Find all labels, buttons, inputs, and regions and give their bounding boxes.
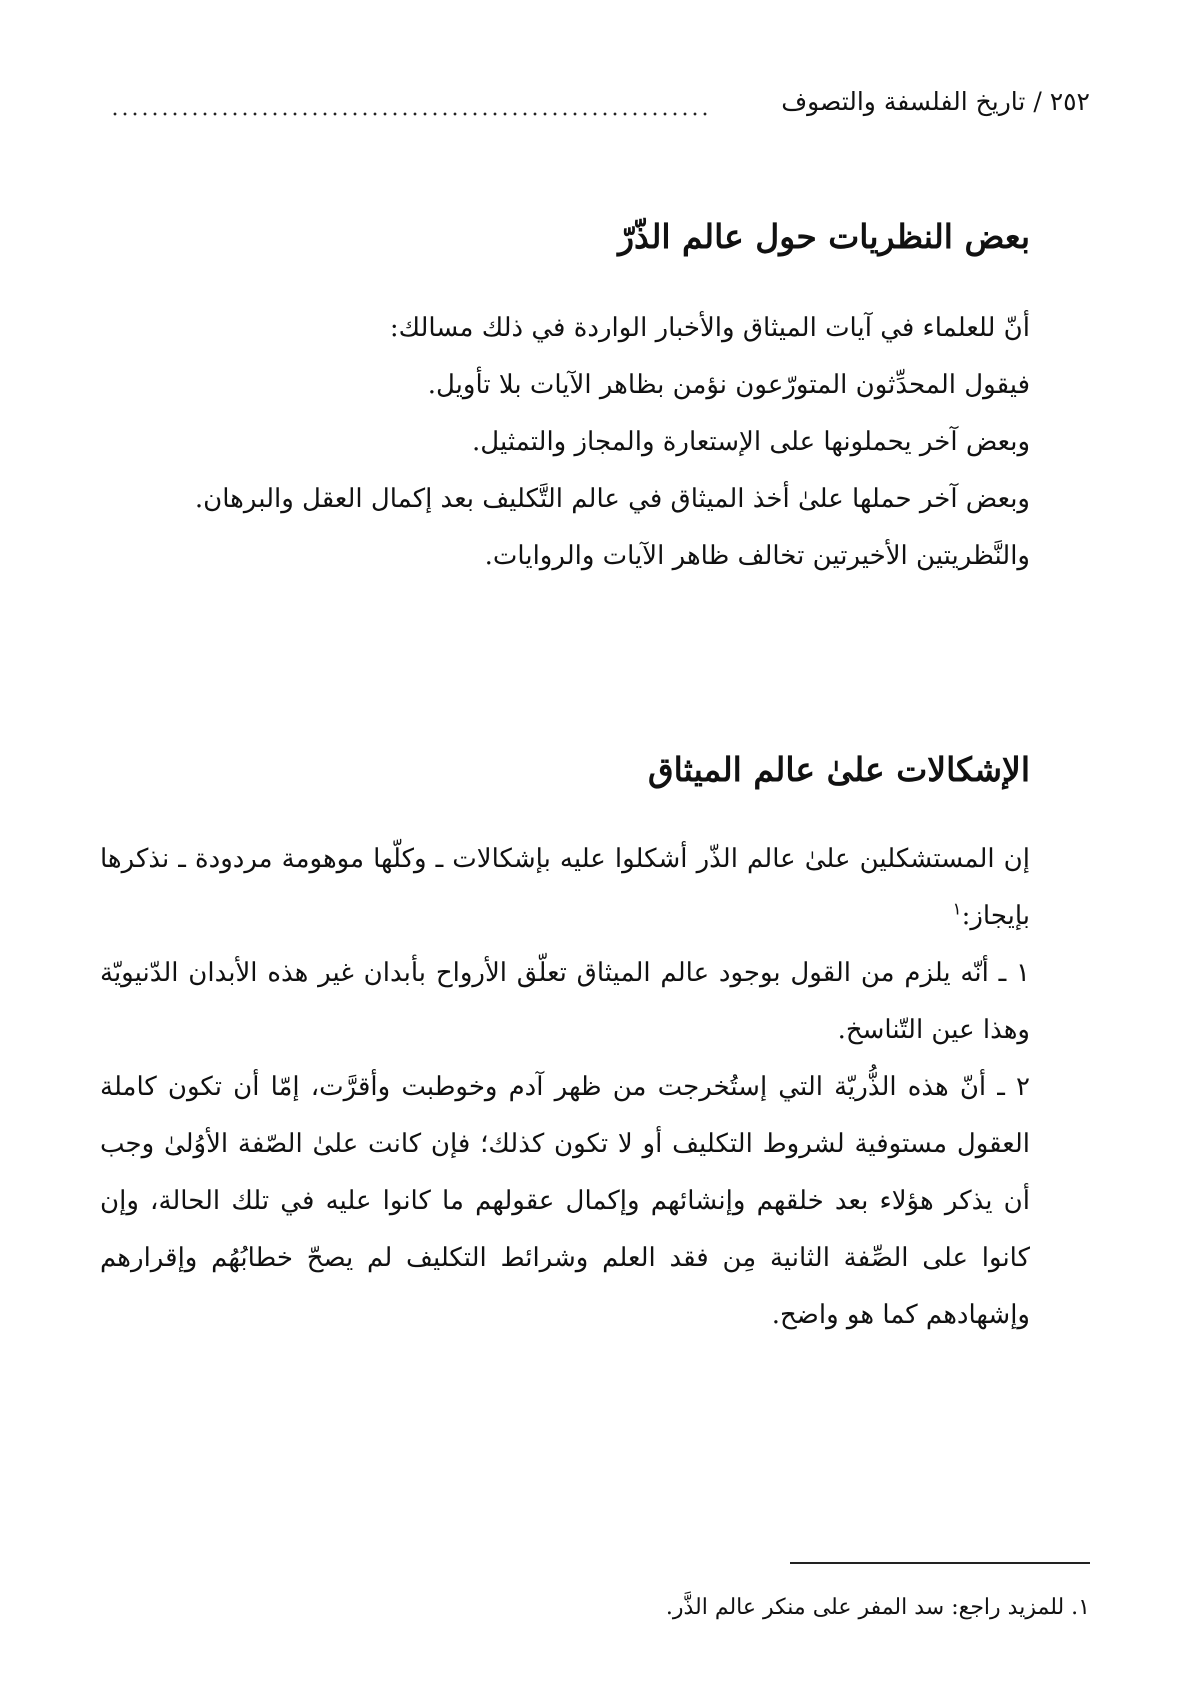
header-dotted-leader (110, 112, 710, 116)
paragraph: أنّ للعلماء في آيات الميثاق والأخبار الواردة في ذلك مسالك: (389, 313, 1030, 343)
footnote-divider (790, 1562, 1090, 1564)
paragraph: فيقول المحدِّثون المتورّعون نؤمن بظاهر الآيات بلا تأويل. (427, 370, 1030, 400)
paragraph: وبعض آخر حملها علىٰ أخذ الميثاق في عالم التَّكليف بعد إكمال العقل والبرهان. (194, 484, 1030, 514)
footnote: ١. للمزيد راجع: سد المفر على منكر عالم الذَّر. (665, 1595, 1090, 1620)
section-heading-theories: بعض النظريات حول عالم الذّرّ (618, 217, 1030, 256)
section-heading-objections: الإشكالات علىٰ عالم الميثاق (647, 750, 1030, 789)
paragraph: والنَّظريتين الأخيرتين تخالف ظاهر الآيات والروايات. (484, 541, 1030, 571)
section-theories (100, 212, 1090, 585)
running-header (110, 82, 1090, 130)
running-title: تاريخ الفلسفة والتصوف (781, 87, 1026, 116)
section-objections (100, 745, 1090, 1344)
footnote-reference: ١ (952, 899, 962, 920)
page-number: ٢٥٢ (1049, 87, 1090, 116)
objection-item: ٢ ـ أنّ هذه الذُّريّة التي إستُخرجت من ظهر آدم وخوطبت وأقرَّت، إمّا أن تكون كاملة العقول مستوفية لشروط التكليف أو لا تكون كذلك؛ فإن كانت علىٰ الصّفة الأوُلىٰ وجب أن يذكر هؤلاء بعد خلقهم وإنشائهم وإكمال عقولهم ما كانوا عليه في تلك الحالة، وإن كانوا على الصِّفة الثانية مِن فقد العلم وشرائط التكليف لم يصحّ خطابُهُم وإقرارهم وإشهادهم كما هو واضح. (100, 1072, 1030, 1330)
intro-text: إن المستشكلين علىٰ عالم الذّر أشكلوا عليه بإشكالات ـ وكلّها موهومة مردودة ـ نذكرها بإيجاز: (100, 844, 1030, 931)
paragraph-intro (100, 831, 1090, 945)
header-separator: / (1033, 87, 1042, 116)
running-title-line (781, 82, 1090, 122)
paragraph: وبعض آخر يحملونها على الإستعارة والمجاز والتمثيل. (472, 427, 1030, 457)
objection-item: ١ ـ أنّه يلزم من القول بوجود عالم الميثاق تعلّق الأرواح بأبدان غير هذه الأبدان الدّنيويّة وهذا عين التّناسخ. (100, 958, 1030, 1045)
